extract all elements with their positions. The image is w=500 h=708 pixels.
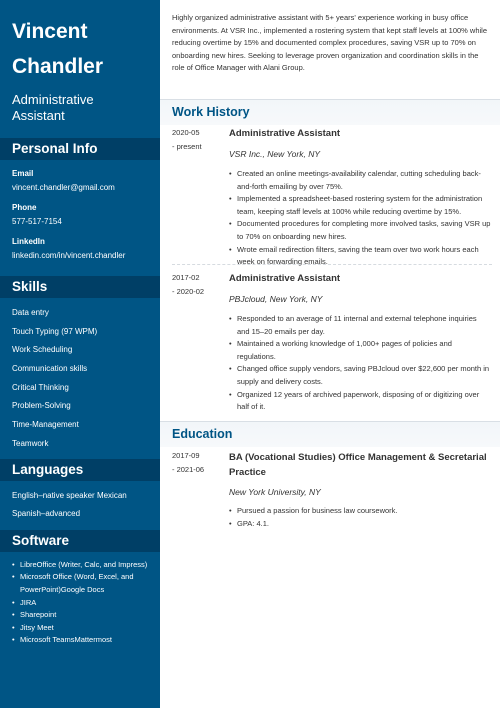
software-item: • Microsoft Office (Word, Excel, and PowerPoint)Google Docs [12,571,148,596]
date-start: 2017-09 [172,451,200,460]
job-title: Administrative Assistant [229,128,341,139]
bullet-item: • Maintained a working knowledge of 1,000+ pages of policies and regulations. [229,338,491,363]
work-date [172,272,222,298]
company: VSR Inc., New York, NY [229,149,321,159]
skills-heading: Skills [0,276,160,298]
bullet-item: • GPA: 4.1. [229,518,491,531]
software-item: • Microsoft TeamsMattermost [12,634,148,647]
phone-value[interactable]: 577-517-7154 [12,217,62,226]
phone-label: Phone [12,203,37,212]
personal-info-heading: Personal Info [0,138,160,160]
date-start: 2017-02 [172,273,200,282]
summary-text: Highly organized administrative assistant with 5+ years' experience working in busy office environments. At VSR Inc., implemented a rostering system that kept staff levels at 100% while reducing overtime by 15% and documented complex procedures, saving VSR up to 70% on onboarding new hires. Seeking to leverage proven organization and coordination skills in the role of Office Manager with Alani Group. [172,13,488,73]
date-end: - 2021-06 [172,464,205,474]
bullet-item: • Implemented a spreadsheet-based rostering system for the administration team, keeping staff levels at 100% while reducing overtime by 15%. [229,193,491,218]
work-history-heading: Work History [160,99,500,125]
entry-divider [172,264,492,265]
bullet-item: • Changed office supply vendors, saving PBJcloud over $22,600 per month in supply and delivery costs. [229,363,491,388]
sidebar [0,0,160,708]
skill-item: Touch Typing (97 WPM) [12,326,98,336]
bullet-item: • Wrote email redirection filters, saving the team over two work hours each week on forwarding emails. [229,244,491,269]
email-label: Email [12,169,34,178]
linkedin-label: LinkedIn [12,237,45,246]
skill-item: Critical Thinking [12,382,69,392]
software-heading: Software [0,530,160,552]
bullet-item: • Organized 12 years of archived paperwork, disposing of or digitizing over half of it. [229,389,491,414]
email-value[interactable]: vincent.chandler@gmail.com [12,183,115,192]
linkedin-value[interactable]: linkedin.com/in/vincent.chandler [12,251,126,260]
bullet-item: • Documented procedures for completing more involved tasks, saving VSR up to 70% on onboarding new hires. [229,218,491,243]
company: PBJcloud, New York, NY [229,294,323,304]
software-item: • Jitsy Meet [12,622,148,635]
name-first: Vincent [12,20,88,43]
candidate-title: Administrative Assistant [12,92,94,123]
bullet-list [229,313,491,414]
job-title: Administrative Assistant [229,273,341,284]
languages-heading: Languages [0,459,160,481]
skill-item: Work Scheduling [12,345,73,355]
date-end: - present [172,141,202,151]
work-date [172,127,222,153]
bullet-list [229,505,491,530]
bullet-item: • Created an online meetings-availability calendar, cutting scheduling back-and-forth emailing by over 75%. [229,168,491,193]
candidate-name [0,0,160,84]
bullet-item: • Responded to an average of 11 internal and external telephone inquiries and 15–20 emails per day. [229,313,491,338]
software-item: • Sharepoint [12,609,148,622]
bullet-item: • Pursued a passion for business law coursework. [229,505,491,518]
education-date [172,450,222,476]
bullet-list [229,168,491,269]
software-item: • LibreOffice (Writer, Calc, and Impress) [12,559,148,572]
skills-list [0,307,160,457]
skill-item: Teamwork [12,438,49,448]
education-heading: Education [160,421,500,447]
skill-item: Communication skills [12,364,88,374]
software-list [0,559,160,647]
name-last: Chandler [12,55,104,78]
skill-item: Problem-Solving [12,401,71,411]
date-end: - 2020-02 [172,286,205,296]
language-item: English–native speaker Mexican [12,490,127,500]
main-content [160,0,500,708]
skill-item: Data entry [12,308,49,317]
skill-item: Time-Management [12,420,79,430]
school: New York University, NY [229,487,321,497]
date-start: 2020-05 [172,128,200,137]
language-item: Spanish–advanced [12,509,81,519]
software-item: • JIRA [12,597,148,610]
degree-title: BA (Vocational Studies) Office Management & Secretarial Practice [229,452,487,478]
